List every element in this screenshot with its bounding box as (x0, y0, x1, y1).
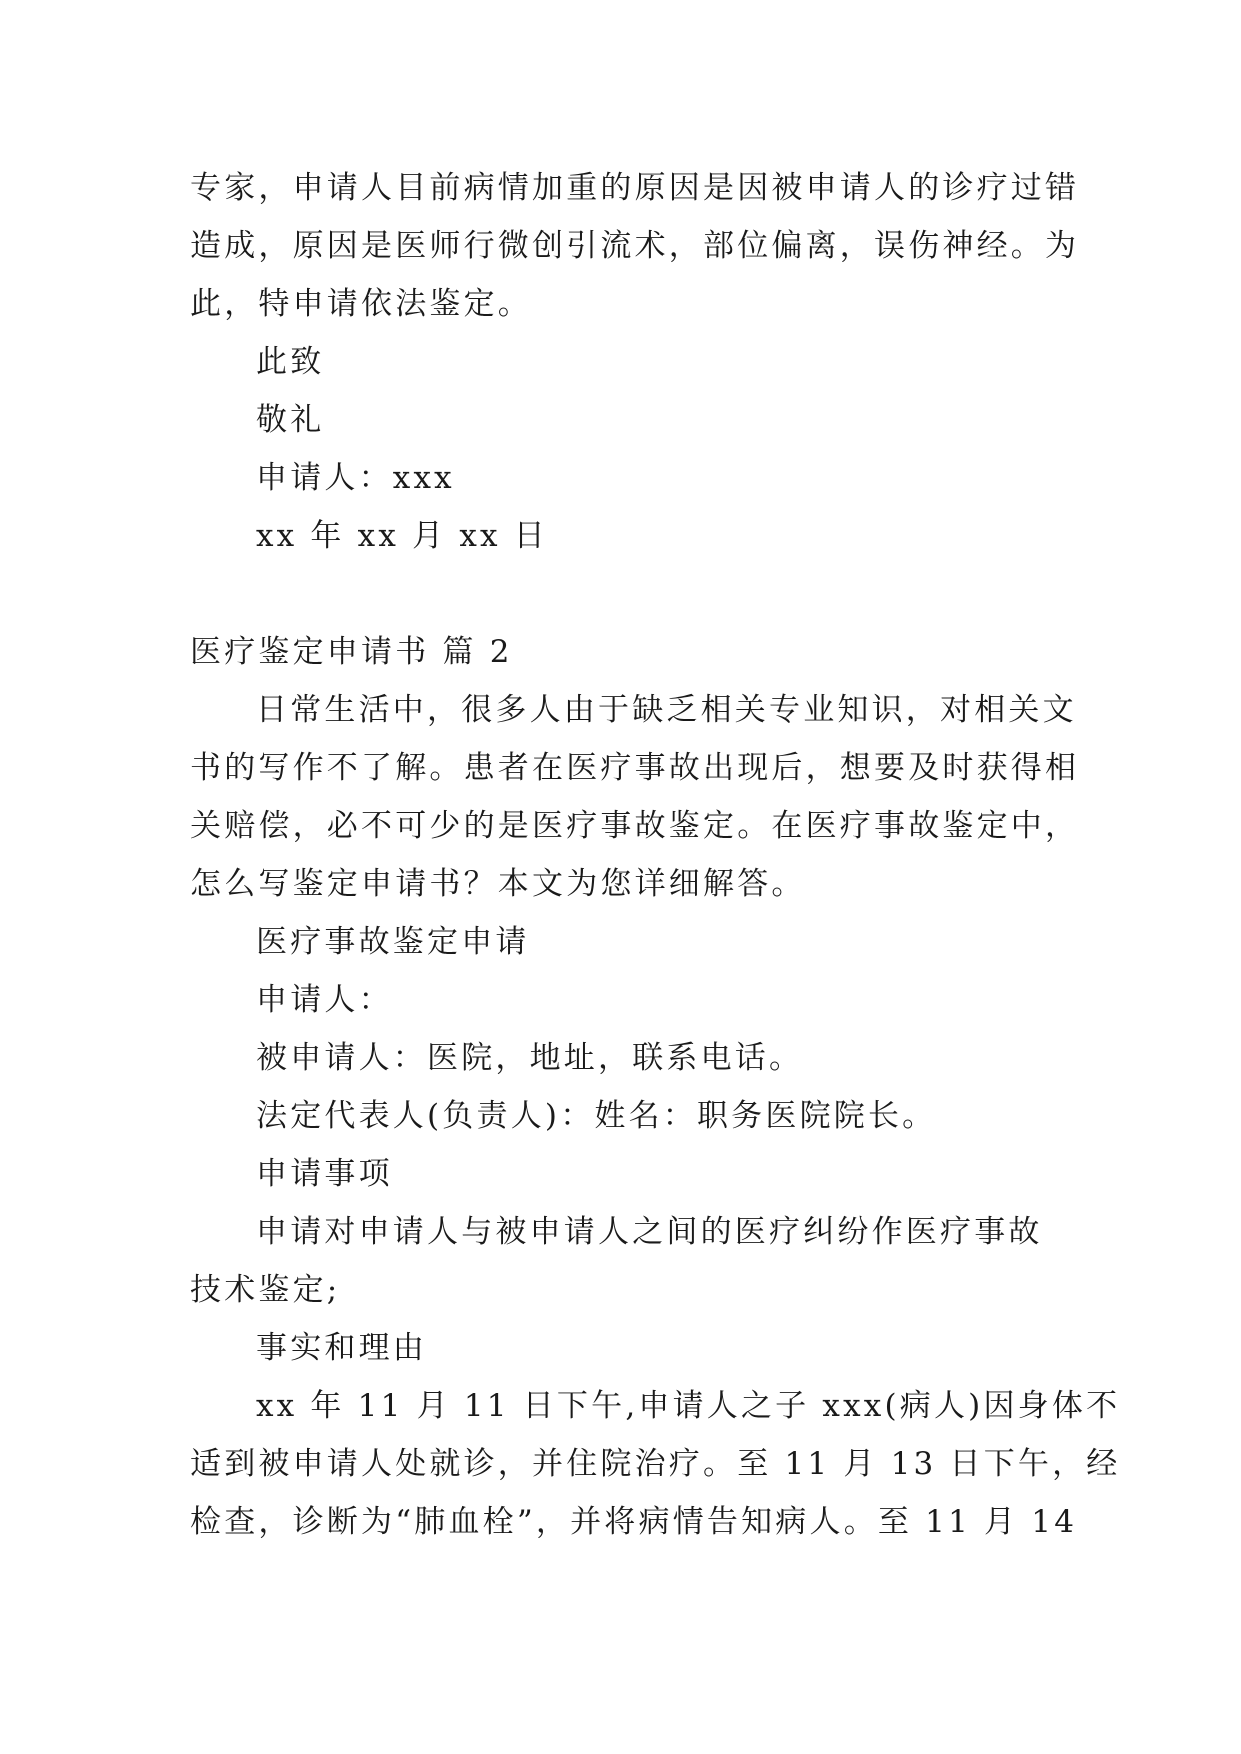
form-title: 医疗事故鉴定申请 (256, 924, 530, 960)
form-field-line: 申请人： (256, 982, 393, 1018)
body-text-line: xx 年 11 月 11 日下午,申请人之子 xxx(病人)因身体不 (256, 1388, 1121, 1424)
closing-line: 此致 (256, 344, 325, 380)
body-text-line: 书的写作不了解。患者在医疗事故出现后，想要及时获得相 (190, 750, 1080, 786)
form-field-line: 法定代表人(负责人)：姓名：职务医院院长。 (256, 1098, 937, 1134)
body-text-line: 适到被申请人处就诊，并住院治疗。至 11 月 13 日下午，经 (190, 1446, 1121, 1482)
form-section-heading: 申请事项 (256, 1156, 393, 1192)
date-line: xx 年 xx 月 xx 日 (256, 518, 548, 554)
section-heading: 医疗鉴定申请书 篇 2 (190, 634, 513, 670)
body-text-line: 此，特申请依法鉴定。 (190, 286, 532, 322)
body-text-line: 申请对申请人与被申请人之间的医疗纠纷作医疗事故 (256, 1214, 1043, 1250)
form-field-line: 被申请人：医院，地址，联系电话。 (256, 1040, 804, 1076)
body-text-line: 技术鉴定; (190, 1272, 341, 1308)
body-text-line: 检查，诊断为“肺血栓”，并将病情告知病人。至 11 月 14 (190, 1504, 1078, 1540)
body-text-line: 造成，原因是医师行微创引流术，部位偏离，误伤神经。为 (190, 228, 1080, 264)
body-text-line: 日常生活中，很多人由于缺乏相关专业知识，对相关文 (256, 692, 1077, 728)
signature-line: 申请人：xxx (256, 460, 455, 496)
closing-line: 敬礼 (256, 402, 325, 438)
body-text-line: 关赔偿，必不可少的是医疗事故鉴定。在医疗事故鉴定中， (190, 808, 1080, 844)
form-section-heading: 事实和理由 (256, 1330, 427, 1366)
body-text-line: 怎么写鉴定申请书？本文为您详细解答。 (190, 866, 806, 902)
body-text-line: 专家，申请人目前病情加重的原因是因被申请人的诊疗过错 (190, 170, 1080, 206)
